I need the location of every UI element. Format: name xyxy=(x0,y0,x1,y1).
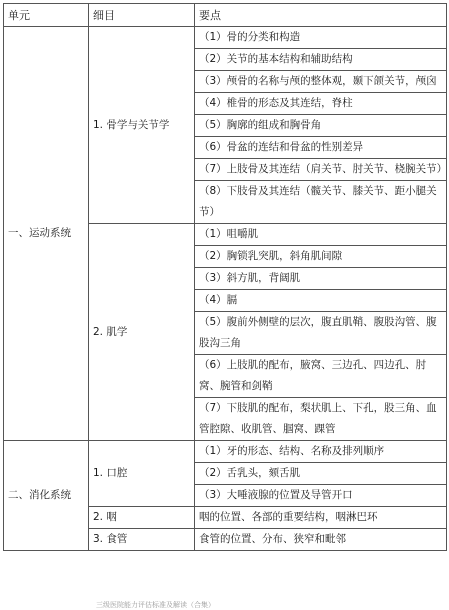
header-subitem: 细目 xyxy=(89,4,195,27)
header-unit: 单元 xyxy=(4,4,89,27)
page-footer: 三级医院能力评估标准及解读（合集） xyxy=(96,601,215,609)
subitem-cell: 3. 食管 xyxy=(89,529,195,551)
table-header-row xyxy=(4,4,447,27)
key-point-cell: （3）大唾液腺的位置及导管开口 xyxy=(195,485,447,507)
key-point-cell: （2）胸锁乳突肌，斜角肌间隙 xyxy=(195,246,447,268)
key-point-cell: （6）骨盆的连结和骨盆的性别差异 xyxy=(195,137,447,159)
table-row xyxy=(4,27,447,49)
subitem-cell: 2. 咽 xyxy=(89,507,195,529)
key-point-cell: （3）斜方肌，背阔肌 xyxy=(195,268,447,290)
table-row xyxy=(4,441,447,463)
key-point-cell: （4）椎骨的形态及其连结，脊柱 xyxy=(195,93,447,115)
key-point-cell: 食管的位置、分布、狭窄和毗邻 xyxy=(195,529,447,551)
key-point-cell: （4）膈 xyxy=(195,290,447,312)
unit-cell: 二、消化系统 xyxy=(4,441,89,551)
key-point-cell: （3）颅骨的名称与颅的整体观，颞下颌关节，颅囟 xyxy=(195,71,447,93)
key-point-cell: （2）舌乳头，颏舌肌 xyxy=(195,463,447,485)
key-point-cell: （7）上肢骨及其连结（肩关节、肘关节、桡腕关节） xyxy=(195,159,447,181)
key-point-cell: （1）牙的形态、结构、名称及排列顺序 xyxy=(195,441,447,463)
key-point-cell: （8）下肢骨及其连结（髋关节、膝关节、距小腿关节） xyxy=(195,181,447,224)
syllabus-table xyxy=(3,3,447,551)
key-point-cell: （5）腹前外侧壁的层次，腹直肌鞘、腹股沟管、腹股沟三角 xyxy=(195,312,447,355)
subitem-cell: 1. 口腔 xyxy=(89,441,195,507)
key-point-cell: 咽的位置、各部的重要结构，咽淋巴环 xyxy=(195,507,447,529)
key-point-cell: （5）胸廓的组成和胸骨角 xyxy=(195,115,447,137)
key-point-cell: （6）上肢肌的配布，腋窝、三边孔、四边孔、肘窝、腕管和剑鞘 xyxy=(195,355,447,398)
header-key-points: 要点 xyxy=(195,4,447,27)
key-point-cell: （7）下肢肌的配布，梨状肌上、下孔，股三角、血管腔隙、收肌管、腘窝、踝管 xyxy=(195,398,447,441)
subitem-cell: 2. 肌学 xyxy=(89,224,195,441)
key-point-cell: （2）关节的基本结构和辅助结构 xyxy=(195,49,447,71)
key-point-cell: （1）骨的分类和构造 xyxy=(195,27,447,49)
subitem-cell: 1. 骨学与关节学 xyxy=(89,27,195,224)
key-point-cell: （1）咀嚼肌 xyxy=(195,224,447,246)
unit-cell: 一、运动系统 xyxy=(4,27,89,441)
